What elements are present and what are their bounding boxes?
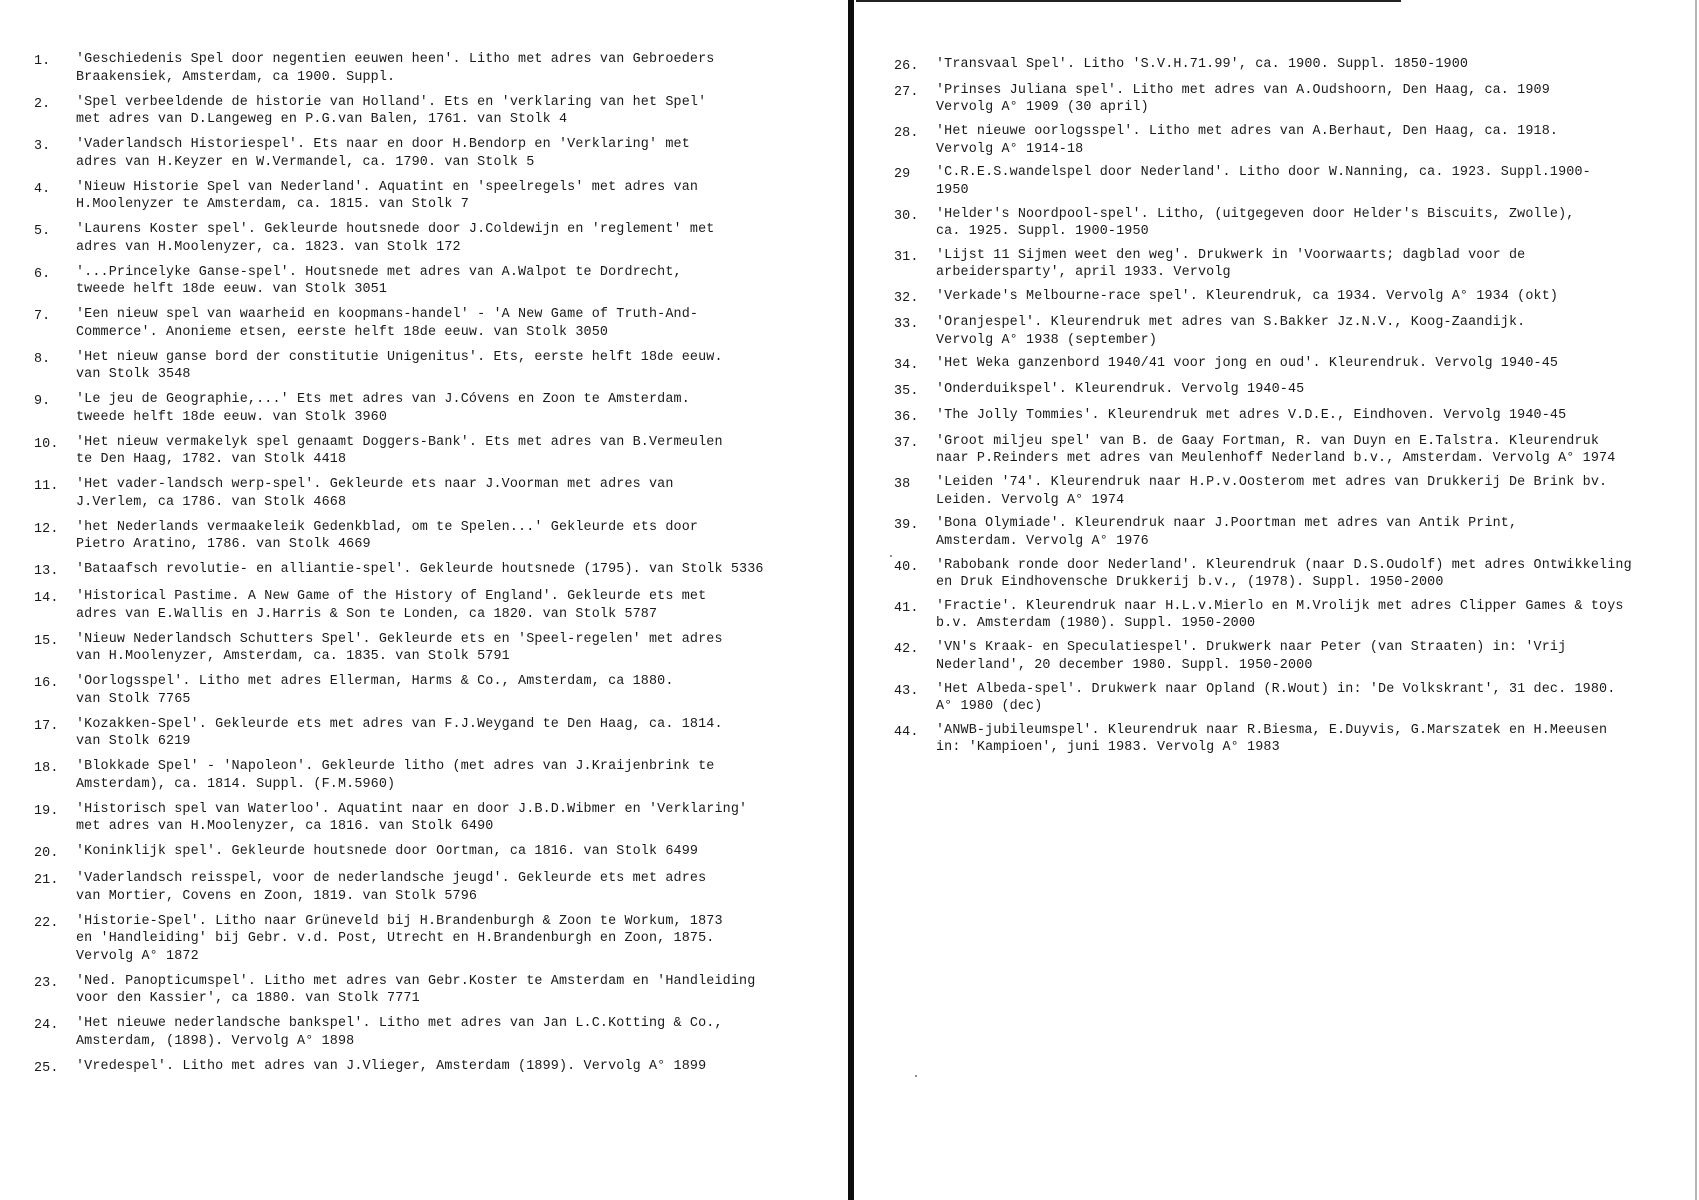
entry-description: 'C.R.E.S.wandelspel door Nederland'. Litho door W.Nanning, ca. 1923. Suppl.1900- 1950 [936,165,1591,198]
entry-description: 'Kozakken-Spel'. Gekleurde ets met adres van F.J.Weygand te Den Haag, ca. 1814. van Stolk 6219 [76,716,723,749]
entry-number: 11. [34,479,59,494]
entry-number: 8. [34,351,51,367]
entry-number: 29 [894,167,911,183]
entry-number: 2. [34,96,51,112]
catalog-entry [34,264,834,299]
catalog-entry [34,434,834,469]
catalog-entry [894,407,1694,427]
entry-number: 28. [894,126,919,142]
entry-description: 'Transvaal Spel'. Litho 'S.V.H.71.99', ca. 1900. Suppl. 1850-1900 [936,57,1469,72]
catalog-entry [894,247,1694,282]
entry-number: 3. [34,139,51,154]
entry-number: 33. [894,317,919,333]
entry-description: 'Vredespel'. Litho met adres van J.Vlieger, Amsterdam (1899). Vervolg A° 1899 [76,1058,707,1074]
entry-description: 'Het vader-landsch werp-spel'. Gekleurde ets naar J.Voorman met adres van J.Verlem, ca 1786. van Stolk 4668 [76,477,674,510]
catalog-entry [894,288,1694,308]
entry-number: 35. [894,384,919,400]
catalog-entry [34,221,834,256]
catalog-entry [894,355,1694,375]
entry-number: 12. [34,521,59,537]
catalog-entry [894,474,1694,509]
entry-description: 'Le jeu de Geographie,...' Ets met adres van J.Cóvens en Zoon te Amsterdam. tweede helft 18de eeuw. van Stolk 3960 [76,392,690,425]
entry-number: 18. [34,761,59,776]
entry-number: 20. [34,846,59,861]
catalog-entry [34,349,834,384]
entry-description: 'Fractie'. Kleurendruk naar H.L.v.Mierlo en M.Vrolijk met adres Clipper Games & toys b.v. Amsterdam (1980). Suppl. 1950-2000 [936,598,1624,632]
entry-description: 'Groot miljeu spel' van B. de Gaay Fortman, R. van Duyn en E.Talstra. Kleurendruk naar P.Reinders met adres van Meulenhoff Nederland b.v., Amsterdam. Vervolg A° 1974 [936,433,1616,467]
catalog-entry [34,519,834,554]
entry-description: 'The Jolly Tommies'. Kleurendruk met adres V.D.E., Eindhoven. Vervolg 1940-45 [936,407,1567,423]
entry-description: 'Vaderlandsch Historiespel'. Ets naar en door H.Bendorp en 'Verklaring' met adres van H.Keyzer en W.Vermandel, ca. 1790. van Stolk 5 [76,137,690,170]
entry-number: 25. [34,1060,59,1076]
catalog-entry [894,82,1694,117]
entry-number: 39. [894,518,919,534]
right-entry-list [894,56,1694,763]
catalog-entry [34,716,834,751]
left-entry-list [34,51,834,1085]
catalog-entry [34,1058,834,1078]
catalog-entry [34,973,834,1008]
catalog-entry [34,306,834,341]
entry-description: '...Princelyke Ganse-spel'. Houtsnede met adres van A.Walpot te Dordrecht, tweede helft 18de eeuw. van Stolk 3051 [76,264,682,297]
entry-number: 41. [894,600,919,616]
entry-description: 'ANWB-jubileumspel'. Kleurendruk naar R.Biesma, E.Duyvis, G.Marszatek en H.Meeusen in: 'Kampioen', juni 1983. Vervolg A° 1983 [936,722,1608,756]
catalog-entry [894,433,1694,468]
entry-description: 'Leiden '74'. Kleurendruk naar H.P.v.Oosterom met adres van Drukkerij De Brink bv. Leiden. Vervolg A° 1974 [936,475,1608,508]
catalog-entry [894,722,1694,757]
entry-description: 'Een nieuw spel van waarheid en koopmans-handel' - 'A New Game of Truth-And- Commerce'. Anonieme etsen, eerste helft 18de eeuw. van Stolk 3050 [76,307,699,340]
entry-number: 32. [894,291,919,307]
catalog-entry [894,123,1694,158]
catalog-entry [34,561,834,581]
entry-number: 24. [34,1018,59,1033]
entry-number: 1. [34,54,51,69]
entry-number: 6. [34,266,51,282]
catalog-entry [894,381,1694,401]
entry-number: 13. [34,564,59,579]
entry-description: 'Prinses Juliana spel'. Litho met adres van A.Oudshoorn, Den Haag, ca. 1909 Vervolg A° 1909 (30 april) [936,82,1550,116]
entry-description: 'Geschiedenis Spel door negentien eeuwen heen'. Litho met adres van Gebroeders Braakensiek, Amsterdam, ca 1900. Suppl. [76,52,715,85]
catalog-entry [34,94,834,129]
entry-description: 'Oranjespel'. Kleurendruk met adres van S.Bakker Jz.N.V., Koog-Zaandijk. Vervolg A° 1938 (september) [936,315,1526,348]
catalog-entry [34,391,834,426]
catalog-entry [34,1015,834,1050]
entry-number: 5. [34,224,51,239]
catalog-entry [894,515,1694,550]
catalog-entry [34,870,834,905]
entry-description: 'Het Weka ganzenbord 1940/41 voor jong en oud'. Kleurendruk. Vervolg 1940-45 [936,356,1559,372]
entry-description: 'Verkade's Melbourne-race spel'. Kleurendruk, ca 1934. Vervolg A° 1934 (okt) [936,289,1559,305]
catalog-entry [34,179,834,214]
entry-description: 'Nieuw Nederlandsch Schutters Spel'. Gekleurde ets en 'Speel-regelen' met adres van H.Moolenyzer, Amsterdam, ca. 1835. van Stolk 5791 [76,631,723,664]
catalog-entry [894,56,1694,76]
catalog-entry [34,801,834,836]
catalog-entry [34,913,834,966]
entry-description: 'Het nieuw vermakelyk spel genaamt Doggers-Bank'. Ets met adres van B.Vermeulen te Den Haag, 1782. van Stolk 4418 [76,434,723,467]
entry-description: 'VN's Kraak- en Speculatiespel'. Drukwerk naar Peter (van Straaten) in: 'Vrij Nederland', 20 december 1980. Suppl. 1950-2000 [936,640,1567,673]
entry-number: 14. [34,591,59,606]
entry-description: 'Rabobank ronde door Nederland'. Kleurendruk (naar D.S.Oudolf) met adres Ontwikkeling en Druk Eindhovensche Drukkerij b.v., (1978). Suppl. 1950-2000 [936,557,1632,591]
entry-description: 'Het nieuw ganse bord der constitutie Unigenitus'. Ets, eerste helft 18de eeuw. van Stolk 3548 [76,349,723,382]
catalog-entry [894,206,1694,241]
catalog-entry [894,681,1694,716]
left-page [0,0,848,1200]
entry-description: 'het Nederlands vermaakeleik Gedenkblad, om te Spelen...' Gekleurde ets door Pietro Aratino, 1786. van Stolk 4669 [76,519,699,552]
entry-number: 7. [34,309,51,324]
catalog-entry [894,314,1694,349]
entry-number: 30. [894,208,919,224]
entry-number: 9. [34,394,51,409]
catalog-entry [34,136,834,171]
scan-speck [915,1075,917,1077]
entry-description: 'Blokkade Spel' - 'Napoleon'. Gekleurde litho (met adres van J.Kraijenbrink te Amsterdam), ca. 1814. Suppl. (F.M.5960) [76,759,715,792]
entry-number: 40. [894,559,919,575]
entry-number: 16. [34,676,59,691]
entry-number: 15. [34,633,59,649]
catalog-entry [34,673,834,708]
entry-description: 'Spel verbeeldende de historie van Holland'. Ets en 'verklaring van het Spel' met adres van D.Langeweg en P.G.van Balen, 1761. van Stolk 4 [76,94,707,127]
entry-description: 'Historical Pastime. A New Game of the History of England'. Gekleurde ets met adres van E.Wallis en J.Harris & Son te Londen, ca 1820. van Stolk 5787 [76,589,707,622]
entry-number: 44. [894,724,919,740]
entry-description: 'Helder's Noordpool-spel'. Litho, (uitgegeven door Helder's Biscuits, Zwolle), ca. 1925. Suppl. 1900-1950 [936,206,1575,240]
catalog-entry [34,758,834,793]
right-page [854,0,1699,1200]
entry-description: 'Koninklijk spel'. Gekleurde houtsnede door Oortman, ca 1816. van Stolk 6499 [76,844,699,859]
entry-description: 'Historie-Spel'. Litho naar Grüneveld bij H.Brandenburgh & Zoon te Workum, 1873 en 'Handleiding' bij Gebr. v.d. Post, Utrecht en H.Brandenburgh en Zoon, 1875. Vervolg A° 1872 [76,913,723,964]
entry-number: 37. [894,435,919,451]
entry-number: 10. [34,436,59,452]
catalog-entry [894,557,1694,592]
entry-description: 'Het nieuwe nederlandsche bankspel'. Litho met adres van Jan L.C.Kotting & Co., Amsterdam, (1898). Vervolg A° 1898 [76,1016,723,1049]
entry-number: 34. [894,358,919,374]
catalog-entry [894,598,1694,633]
entry-number: 26. [894,59,919,74]
entry-description: 'Bataafsch revolutie- en alliantie-spel'. Gekleurde houtsnede (1795). van Stolk 5336 [76,562,764,577]
entry-description: 'Ned. Panopticumspel'. Litho met adres van Gebr.Koster te Amsterdam en 'Handleiding voor den Kassier', ca 1880. van Stolk 7771 [76,973,756,1006]
entry-number: 21. [34,873,59,888]
entry-number: 31. [894,249,919,265]
catalog-entry [894,639,1694,674]
entry-description: 'Het nieuwe oorlogsspel'. Litho met adres van A.Berhaut, Den Haag, ca. 1918. Vervolg A° 1914-18 [936,124,1559,157]
entry-number: 4. [34,181,51,197]
catalog-entry [34,843,834,863]
entry-description: 'Lijst 11 Sijmen weet den weg'. Drukwerk in 'Voorwaarts; dagblad voor de arbeidersparty', april 1933. Vervolg [936,247,1526,281]
entry-description: 'Nieuw Historie Spel van Nederland'. Aquatint en 'speelregels' met adres van H.Moolenyzer te Amsterdam, ca. 1815. van Stolk 7 [76,179,699,212]
catalog-entry [34,588,834,623]
entry-number: 38 [894,477,911,493]
entry-description: 'Bona Olymiade'. Kleurendruk naar J.Poortman met adres van Antik Print, Amsterdam. Vervolg A° 1976 [936,516,1518,549]
catalog-entry [34,51,834,86]
scan-speck [890,555,892,557]
entry-number: 27. [894,84,919,100]
entry-description: 'Oorlogsspel'. Litho met adres Ellerman, Harms & Co., Amsterdam, ca 1880. van Stolk 7765 [76,674,674,707]
entry-number: 36. [894,409,919,425]
catalog-entry [34,631,834,666]
catalog-entry [894,164,1694,199]
entry-description: 'Laurens Koster spel'. Gekleurde houtsnede door J.Coldewijn en 'reglement' met adres van H.Moolenyzer, ca. 1823. van Stolk 172 [76,222,715,255]
entry-description: 'Vaderlandsch reisspel, voor de nederlandsche jeugd'. Gekleurde ets met adres van Mortier, Covens en Zoon, 1819. van Stolk 5796 [76,871,707,904]
entry-description: 'Het Albeda-spel'. Drukwerk naar Opland (R.Wout) in: 'De Volkskrant', 31 dec. 1980. A° 1980 (dec) [936,681,1616,715]
entry-number: 23. [34,975,59,991]
catalog-entry [34,476,834,511]
entry-description: 'Onderduikspel'. Kleurendruk. Vervolg 1940-45 [936,382,1305,398]
entry-number: 19. [34,803,59,819]
entry-number: 22. [34,915,59,931]
entry-description: 'Historisch spel van Waterloo'. Aquatint naar en door J.B.D.Wibmer en 'Verklaring' met adres van H.Moolenyzer, ca 1816. van Stolk 6490 [76,801,748,834]
entry-number: 43. [894,683,919,699]
entry-number: 17. [34,718,59,734]
entry-number: 42. [894,642,919,658]
